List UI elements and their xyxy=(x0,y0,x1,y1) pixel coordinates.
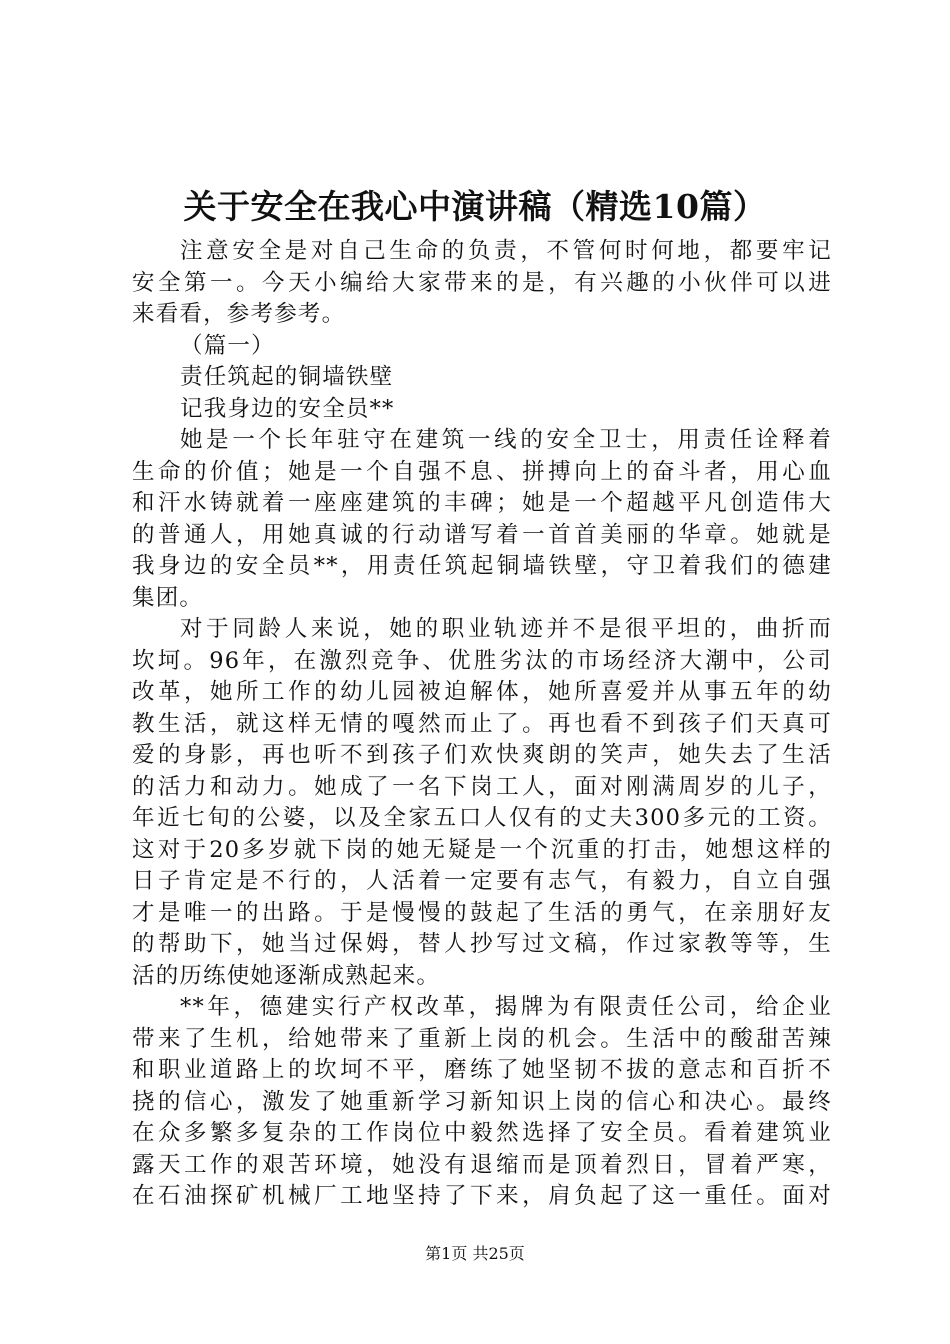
paragraph-line: 她是一个长年驻守在建筑一线的安全卫士，用责任诠释着 xyxy=(180,427,832,453)
paragraph-line: 才是唯一的出路。于是慢慢的鼓起了生活的勇气，在亲朋好友 xyxy=(132,899,832,926)
paragraph-line: 活的历练使她逐渐成熟起来。 xyxy=(132,962,441,989)
paragraph-line: 来看看，参考参考。 xyxy=(132,301,346,327)
paragraph-line: 集团。 xyxy=(132,584,204,611)
page-number-footer: 第1页 共25页 xyxy=(425,1244,525,1263)
paragraph-line: 在石油探矿机械厂工地坚持了下来，肩负起了这一重任。面对 xyxy=(132,1183,832,1209)
paragraph-line: 的帮助下，她当过保姆，替人抄写过文稿，作过家教等等，生 xyxy=(132,931,832,957)
paragraph-line: 注意安全是对自己生命的负责，不管何时何地，都要牢记 xyxy=(180,238,832,264)
paragraph-line: 的活力和动力。她成了一名下岗工人，面对刚满周岁的儿子， xyxy=(132,773,832,800)
section-heading: （篇一） xyxy=(180,332,275,359)
paragraph-line: 和职业道路上的坎坷不平，磨练了她坚韧不拔的意志和百折不 xyxy=(132,1057,832,1083)
subtitle-line: 记我身边的安全员** xyxy=(180,395,395,422)
subtitle-line: 责任筑起的铜墙铁壁 xyxy=(180,364,394,390)
paragraph-line: 带来了生机，给她带来了重新上岗的机会。生活中的酸甜苦辣 xyxy=(132,1025,832,1052)
paragraph-line: 日子肯定是不行的，人活着一定要有志气，有毅力，自立自强 xyxy=(132,868,832,894)
paragraph-line: 露天工作的艰苦环境，她没有退缩而是顶着烈日，冒着严寒， xyxy=(132,1151,832,1178)
document-body xyxy=(132,236,832,1213)
paragraph-line: 的普通人，用她真诚的行动谱写着一首首美丽的华章。她就是 xyxy=(132,521,832,548)
paragraph-line: 对于同龄人来说，她的职业轨迹并不是很平坦的，曲折而 xyxy=(180,616,832,642)
paragraph-line: 坎坷。96年，在激烈竞争、优胜劣汰的市场经济大潮中，公司 xyxy=(132,647,832,674)
paragraph-line: 爱的身影，再也听不到孩子们欢快爽朗的笑声，她失去了生活 xyxy=(132,742,832,768)
paragraph-line: 安全第一。今天小编给大家带来的是，有兴趣的小伙伴可以进 xyxy=(132,269,832,296)
paragraph-line: 年近七旬的公婆，以及全家五口人仅有的丈夫300多元的工资。 xyxy=(132,805,832,831)
paragraph-line: 改革，她所工作的幼儿园被迫解体，她所喜爱并从事五年的幼 xyxy=(132,679,832,705)
paragraph-line: 生命的价值；她是一个自强不息、拼搏向上的奋斗者，用心血 xyxy=(132,458,832,485)
paragraph-line: **年，德建实行产权改革，揭牌为有限责任公司，给企业 xyxy=(180,994,832,1020)
paragraph-line: 挠的信心，激发了她重新学习新知识上岗的信心和决心。最终 xyxy=(132,1088,832,1115)
paragraph-line: 教生活，就这样无情的嘎然而止了。再也看不到孩子们天真可 xyxy=(132,710,832,737)
paragraph-line: 和汗水铸就着一座座建筑的丰碑；她是一个超越平凡创造伟大 xyxy=(132,490,832,516)
document-title: 关于安全在我心中演讲稿（精选10篇） xyxy=(183,187,767,226)
paragraph-line: 我身边的安全员**，用责任筑起铜墙铁壁，守卫着我们的德建 xyxy=(132,553,832,579)
paragraph-line: 这对于20多岁就下岗的她无疑是一个沉重的打击，她想这样的 xyxy=(132,836,832,863)
paragraph-line: 在众多繁多复杂的工作岗位中毅然选择了安全员。看着建筑业 xyxy=(132,1120,832,1146)
